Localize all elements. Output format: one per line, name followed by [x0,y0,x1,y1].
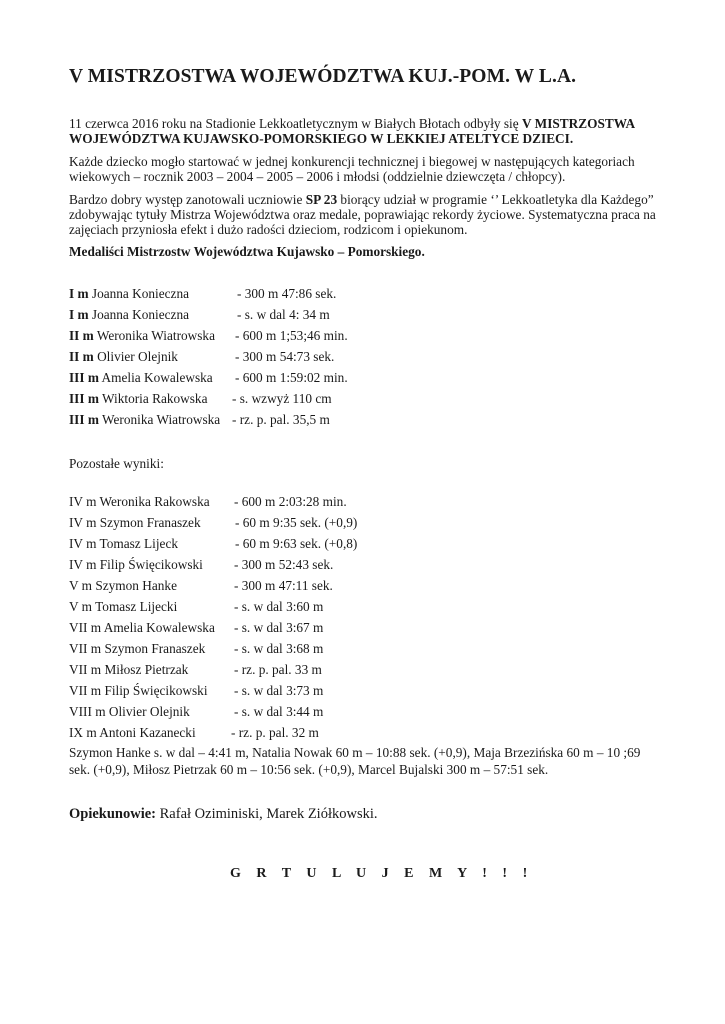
medalists-heading: Medaliści Mistrzostw Województwa Kujawsko – Pomorskiego. [69,244,425,259]
categories-paragraph: Każde dziecko mogło startować w jednej konkurencji technicznej i biegowej w następujących kategoriach wiekowych – rocznik 2003 – 2004 – 2005 – 2006 i młodsi (oddzielnie dziewczęta / chłopcy). [69,154,635,184]
guardians-label: Opiekunowie: [69,806,157,822]
medal-place: II m [69,328,94,343]
performance-text-end: biorący udział w programie ‘’ Lekkoatletyka dla Każdego” zdobywając tytuły Mistrza Województwa oraz medale, poprawiając rekordy życiowe. Systematyczna praca na zajęciach przyniosła efekt i dużo radości dzieciom, rodzicom i opiekunom. [69,192,656,237]
medal-place: I m [69,286,89,301]
performance-paragraph [69,192,669,237]
medalist-name: Weronika Wiatrowska [98,412,221,427]
result-entry: V m Szymon Hanke [69,578,177,593]
result-value: - 300 m 52:43 sek. [234,557,334,572]
intro-event-name: V MISTRZOSTWA WOJEWÓDZTWA KUJAWSKO-POMORSKIEGO W LEKKIEJ ATELTYCE DZIECI. [69,116,635,146]
medalist-name: Olivier Olejnik [93,349,178,364]
performance-text-start: Bardzo dobry występ zanotowali uczniowie [69,192,306,207]
result-entry: IX m Antoni Kazanecki [69,725,196,740]
result-value: - s. w dal 3:68 m [234,641,324,656]
medalist-name: Joanna Konieczna [88,307,189,322]
result-value: - rz. p. pal. 32 m [231,725,319,740]
result-entry: IV m Tomasz Lijeck [69,536,178,551]
result-value: - 600 m 2:03:28 min. [234,494,347,509]
medal-place: II m [69,349,94,364]
medal-place: III m [69,391,99,406]
medalist-name: Amelia Kowalewska [98,370,213,385]
medal-place: III m [69,412,99,427]
result-value: - rz. p. pal. 33 m [234,662,322,677]
school-name: SP 23 [305,192,338,207]
result-entry: VII m Miłosz Pietrzak [69,662,189,677]
result-value: - s. w dal 3:67 m [234,620,324,635]
medalist-result: - 600 m 1;53;46 min. [235,328,348,343]
intro-text: 11 czerwca 2016 roku na Stadionie Lekkoatletycznym w Białych Błotach odbyły się [69,116,522,131]
other-results-heading: Pozostałe wyniki: [69,456,164,471]
result-entry: VII m Szymon Franaszek [69,641,206,656]
medalist-result: - s. wzwyż 110 cm [232,391,332,406]
result-entry: V m Tomasz Lijecki [69,599,178,614]
result-entry: IV m Weronika Rakowska [69,494,210,509]
guardians-names: Rafał Oziminiski, Marek Ziółkowski. [156,806,378,822]
intro-paragraph [69,116,669,146]
medal-place: III m [69,370,99,385]
result-entry: VII m Amelia Kowalewska [69,620,215,635]
result-value: - 60 m 9:63 sek. (+0,8) [235,536,358,551]
medalist-name: Joanna Konieczna [88,286,189,301]
medal-place: I m [69,307,89,322]
result-value: - s. w dal 3:60 m [234,599,324,614]
result-entry: IV m Szymon Franaszek [69,515,201,530]
medalist-result: - 600 m 1:59:02 min. [235,370,348,385]
extra-results-paragraph: Szymon Hanke s. w dal – 4:41 m, Natalia Nowak 60 m – 10:88 sek. (+0,9), Maja Brzezińska 60 m – 10 ;69 sek. (+0,9), Miłosz Pietrzak 60 m – 10:56 sek. (+0,9), Marcel Bujalski 300 m – 57:51 sek. [69,745,641,777]
medalist-result: - 300 m 54:73 sek. [235,349,335,364]
medalist-name: Wiktoria Rakowska [98,391,208,406]
medalist-result: - s. w dal 4: 34 m [237,307,330,322]
result-entry: IV m Filip Święcikowski [69,557,203,572]
medalist-result: - rz. p. pal. 35,5 m [232,412,330,427]
congratulations-text: G R T U L U J E M Y ! ! ! [230,866,534,881]
page-title: V MISTRZOSTWA WOJEWÓDZTWA KUJ.-POM. W L.A. [69,66,577,87]
result-value: - 300 m 47:11 sek. [234,578,333,593]
medalist-result: - 300 m 47:86 sek. [237,286,337,301]
guardians-line [69,806,378,823]
result-value: - s. w dal 3:73 m [234,683,324,698]
result-value: - s. w dal 3:44 m [234,704,324,719]
result-entry: VII m Filip Święcikowski [69,683,208,698]
result-entry: VIII m Olivier Olejnik [69,704,190,719]
medalist-name: Weronika Wiatrowska [93,328,215,343]
result-value: - 60 m 9:35 sek. (+0,9) [235,515,358,530]
